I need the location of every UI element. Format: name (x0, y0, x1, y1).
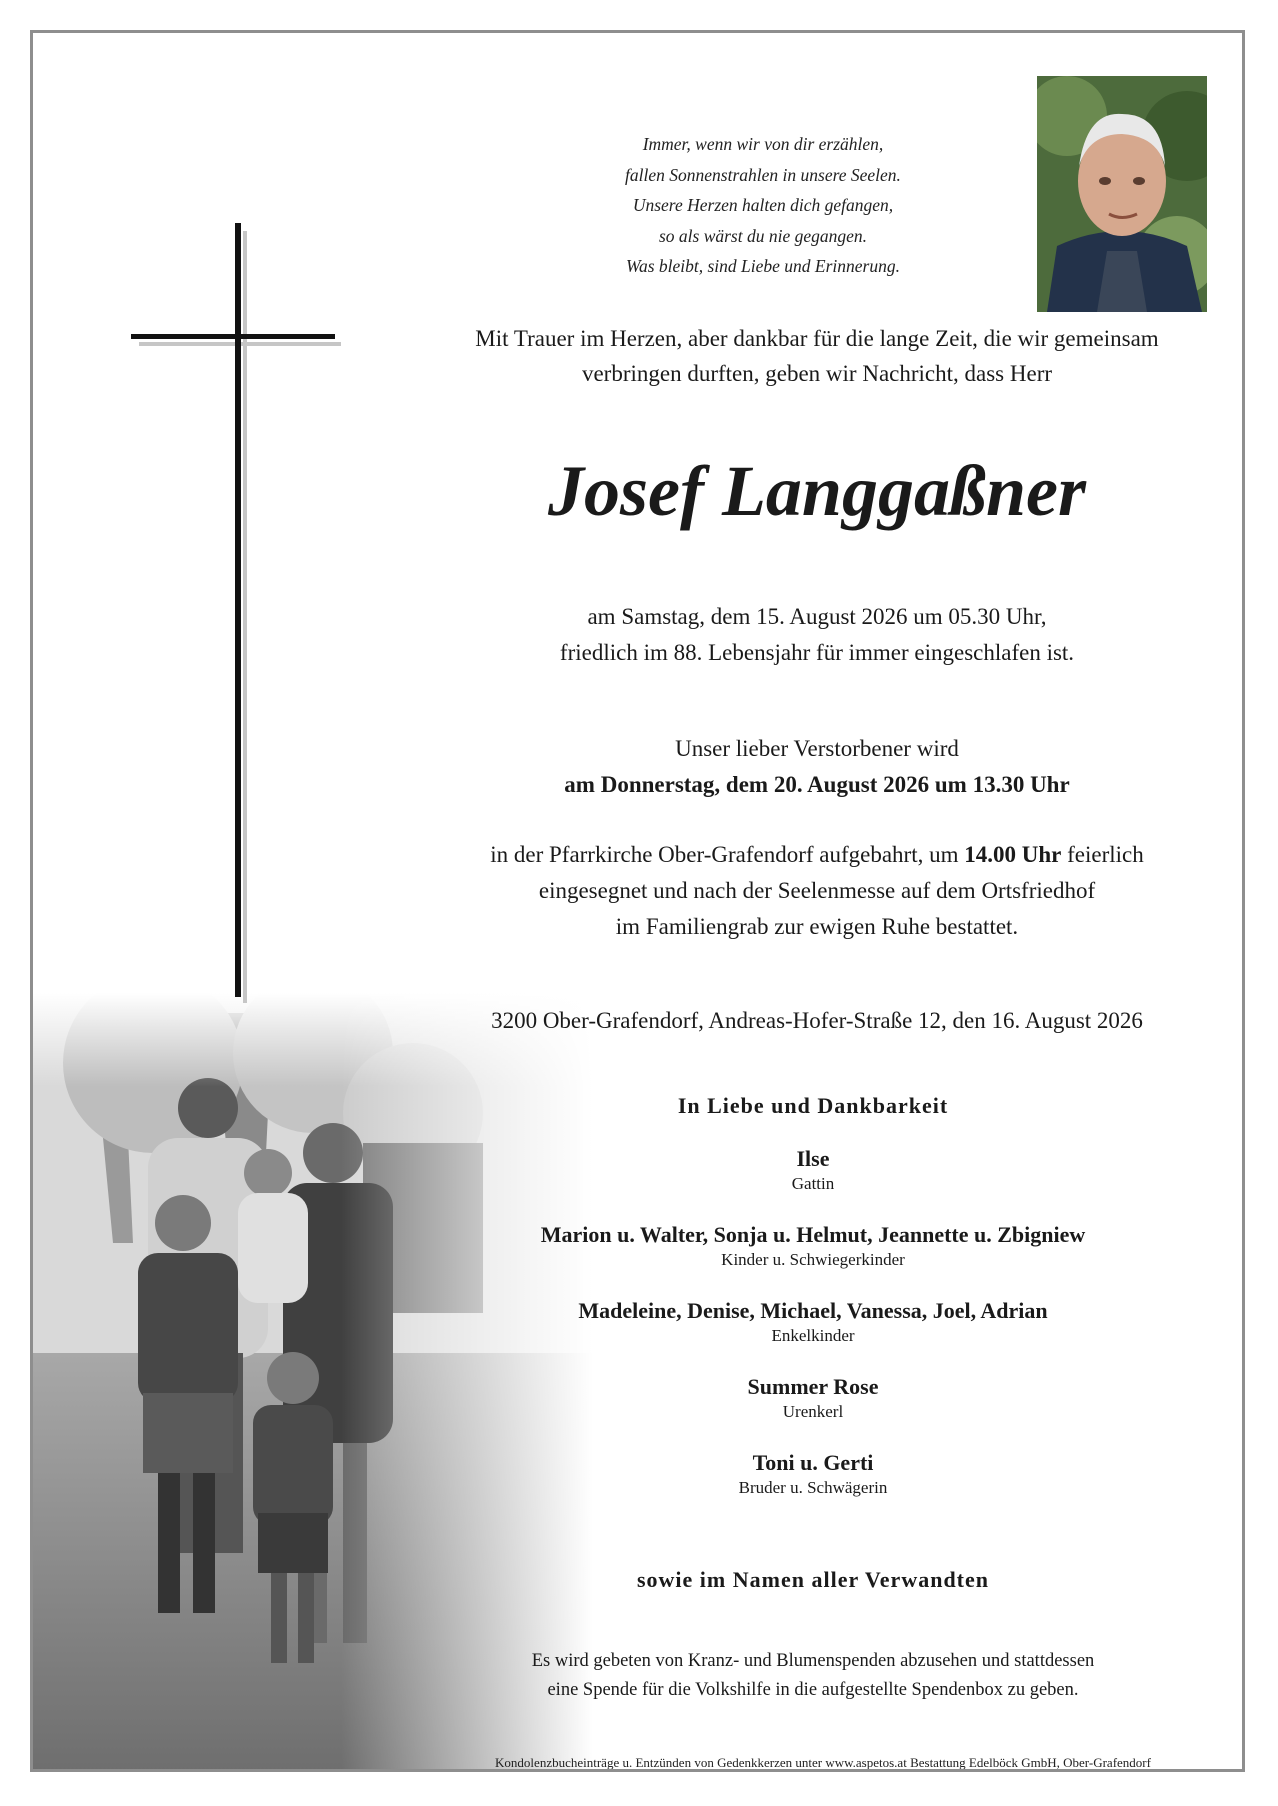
family-entry (433, 1297, 1193, 1347)
family-relation: Bruder u. Schwägerin (738, 1478, 888, 1497)
donation-line: Es wird gebeten von Kranz- und Blumenspenden abzusehen und stattdessen (531, 1651, 1095, 1671)
poem-line: Immer, wenn wir von dir erzählen, (642, 134, 884, 154)
funeral-date-bold: am Donnerstag, dem 20. August 2026 um 13.30 Uhr (564, 772, 1070, 797)
death-notice (373, 599, 1245, 671)
cross-icon (131, 334, 335, 339)
family-name: Madeleine, Denise, Michael, Vanessa, Joel, Adrian (578, 1298, 1048, 1323)
family-name: Marion u. Walter, Sonja u. Helmut, Jeannette u. Zbigniew (540, 1222, 1086, 1247)
greeting: In Liebe und Dankbarkeit (677, 1093, 949, 1118)
donation-note (433, 1647, 1193, 1705)
intro-line: verbringen durften, geben wir Nachricht, dass Herr (581, 361, 1053, 386)
death-line: am Samstag, dem 15. August 2026 um 05.30 Uhr, (587, 604, 1047, 629)
family-relation: Gattin (791, 1174, 835, 1193)
ceremony-line: eingesegnet und nach der Seelenmesse auf dem Ortsfriedhof (538, 878, 1096, 903)
ceremony-text: feierlich (1061, 842, 1144, 867)
funeral-line: Unser lieber Verstorbener wird (675, 736, 959, 761)
portrait-photo (1037, 76, 1207, 312)
cross-icon (235, 223, 241, 997)
family-entry (433, 1221, 1193, 1271)
intro-text (373, 321, 1245, 391)
poem-line: Was bleibt, sind Liebe und Erinnerung. (625, 256, 900, 276)
address-date: 3200 Ober-Grafendorf, Andreas-Hofer-Straße 12, den 16. August 2026 (491, 1008, 1143, 1033)
cross-shadow (243, 231, 247, 1003)
deceased-name: Josef Langgaßner (548, 451, 1086, 531)
family-name: Ilse (796, 1146, 830, 1171)
family-entry (433, 1373, 1193, 1423)
family-entry (433, 1145, 1193, 1195)
family-relation: Urenkerl (782, 1402, 844, 1421)
poem-line: fallen Sonnenstrahlen in unsere Seelen. (625, 164, 901, 185)
death-line: friedlich im 88. Lebensjahr für immer eingeschlafen ist. (559, 640, 1075, 665)
family-entry (433, 1449, 1193, 1499)
obituary-frame (30, 30, 1245, 1772)
ceremony-line: im Familiengrab zur ewigen Ruhe bestattet. (615, 914, 1019, 939)
funeral-date (373, 731, 1245, 803)
poem-line: so als wärst du nie gegangen. (658, 225, 868, 246)
footer-note: Kondolenzbucheinträge u. Entzünden von Gedenkkerzen unter www.aspetos.at Bestattung Edelböck GmbH, Ober-Grafendorf (495, 1755, 1151, 1770)
intro-line: Mit Trauer im Herzen, aber dankbar für die lange Zeit, die wir gemeinsam (475, 326, 1159, 351)
ceremony-text: in der Pfarrkirche Ober-Grafendorf aufgebahrt, um (490, 842, 965, 867)
family-relation: Kinder u. Schwiegerkinder (721, 1250, 905, 1269)
ceremony-details (373, 837, 1245, 945)
poem-line: Unsere Herzen halten dich gefangen, (632, 195, 894, 215)
family-name: Summer Rose (747, 1374, 879, 1399)
family-name: Toni u. Gerti (752, 1450, 874, 1475)
relatives-note: sowie im Namen aller Verwandten (636, 1567, 990, 1592)
ceremony-time: 14.00 Uhr (964, 842, 1062, 867)
ceremony-line (373, 837, 1245, 873)
poem (593, 129, 933, 282)
donation-line: eine Spende für die Volkshilfe in die aufgestellte Spendenbox zu geben. (547, 1680, 1079, 1700)
family-relation: Enkelkinder (771, 1326, 855, 1345)
